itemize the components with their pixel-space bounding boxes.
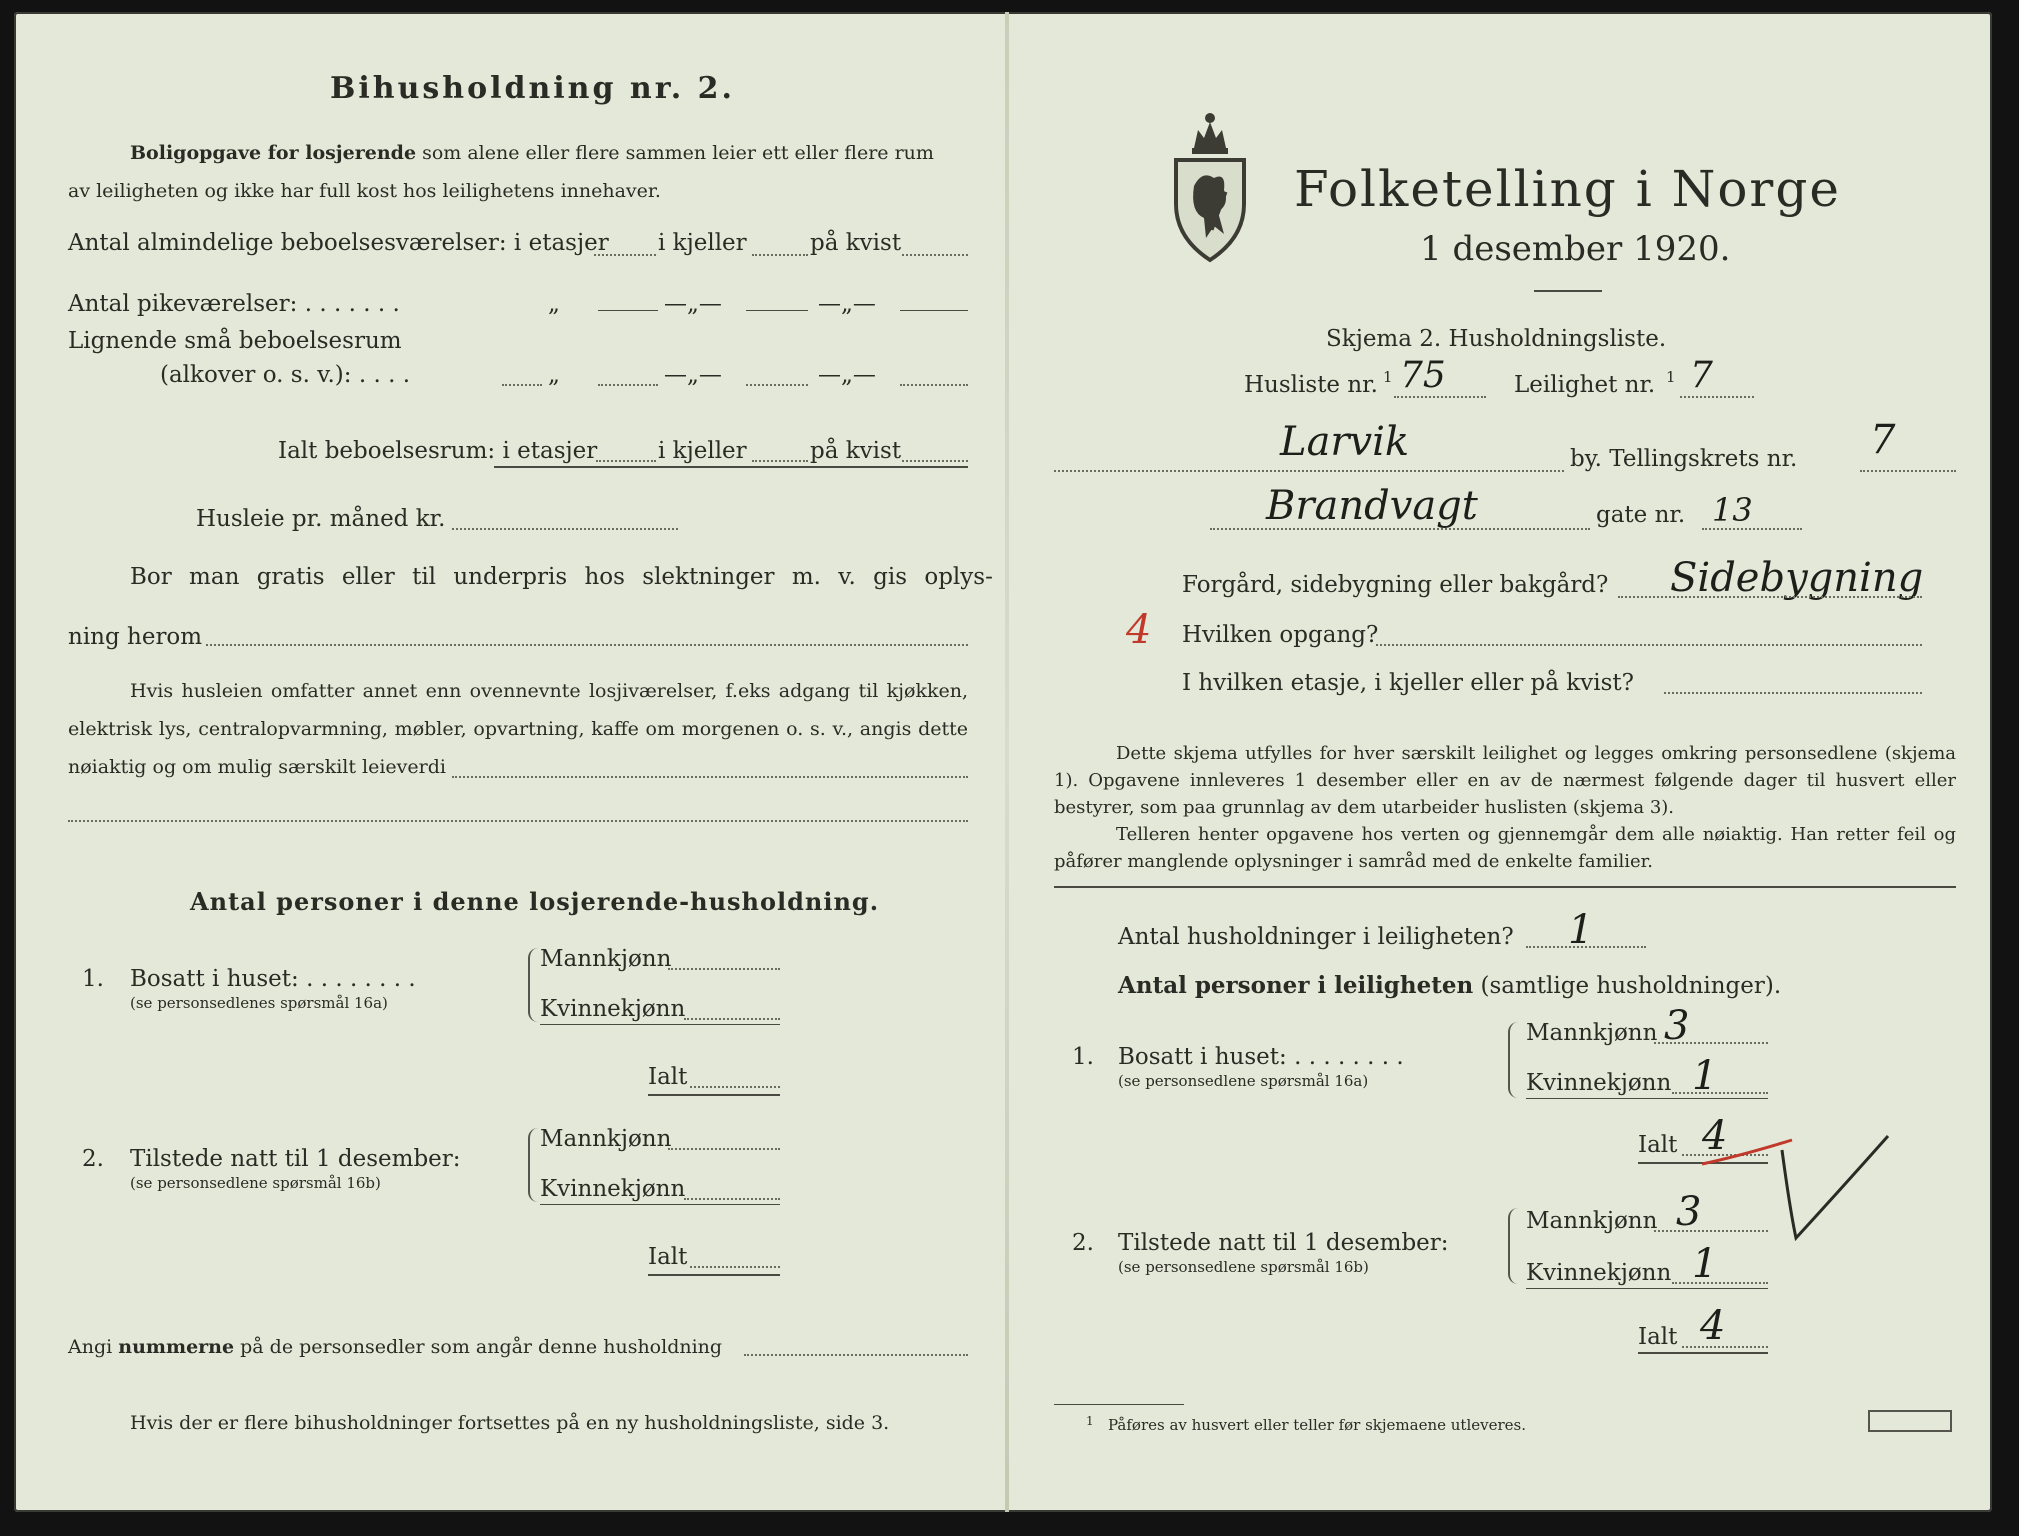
left-q1-kvinne-field[interactable]: [684, 1018, 780, 1020]
page-fold: [1005, 12, 1009, 1512]
left-q2-underline: [540, 1204, 780, 1205]
row3-label: Lignende små beboelsesrum: [68, 328, 402, 354]
left-q1-sub: (se personsedlenes spørsmål 16a): [130, 994, 388, 1012]
intro-line-1: [130, 144, 934, 163]
form-date: 1 desember 1920.: [1420, 229, 1731, 269]
forgard-value[interactable]: Sidebygning: [1670, 555, 1924, 601]
husliste-value[interactable]: 75: [1400, 355, 1446, 396]
right-q1-mann-value[interactable]: 3: [1664, 1003, 1690, 1049]
row1-kjeller: i kjeller: [658, 230, 747, 256]
hvis-husleien-paragraph: Hvis husleien omfatter annet enn ovennevnte losjiværelser, f.eks adgang til kjøkken, elektrisk lys, centralopvarmning, møbler, opvartning, kaffe om morgenen o. s. v., angis dette nøiaktig og om mulig særskilt leieverdi: [68, 680, 968, 778]
leilighet-value[interactable]: 7: [1690, 355, 1713, 396]
right-q1-kvinne-field[interactable]: [1672, 1092, 1768, 1094]
leieverdi-field[interactable]: [452, 776, 968, 778]
angi-rest: på de personsedler som angår denne husholdning: [240, 1336, 723, 1358]
left-footer: Hvis der er flere bihusholdninger fortsettes på en ny husholdningsliste, side 3.: [130, 1412, 890, 1434]
opgang-field[interactable]: [1376, 644, 1922, 646]
ialt-underline: [494, 466, 968, 468]
left-q1-ialt-label: Ialt: [648, 1064, 688, 1090]
forgard-label: Forgård, sidebygning eller bakgård?: [1182, 572, 1609, 598]
footnote-mark: 1: [1086, 1414, 1094, 1428]
right-q1-ialt-label: Ialt: [1638, 1132, 1678, 1158]
leilighet-label: Leilighet nr.: [1514, 372, 1656, 398]
right-q2-underline: [1526, 1288, 1768, 1289]
right-q2-mann-label: Mannkjønn: [1526, 1208, 1658, 1234]
left-q1-label: Bosatt i huset: . . . . . . . .: [130, 966, 416, 992]
row2-ditto-3: —„—: [818, 291, 876, 317]
left-q2-kvinne-field[interactable]: [684, 1198, 780, 1200]
left-q2-num: 2.: [82, 1146, 104, 1172]
ialt-kvist: på kvist: [810, 438, 902, 464]
right-q2-sub: (se personsedlene spørsmål 16b): [1118, 1258, 1369, 1276]
row2-ditto-2: —„—: [664, 291, 722, 317]
right-q2-ialt-label: Ialt: [1638, 1324, 1678, 1350]
row3-lead: [502, 384, 542, 386]
gate-label: gate nr.: [1596, 502, 1686, 528]
right-persons-rest: (samtlige husholdninger).: [1480, 973, 1782, 999]
krets-field[interactable]: [1860, 470, 1956, 472]
right-q1-kvinne-label: Kvinnekjønn: [1526, 1070, 1672, 1096]
left-q1-ialt-field[interactable]: [690, 1086, 780, 1088]
opgang-mark: 4: [1126, 607, 1152, 653]
right-q1-brace: [1508, 1022, 1520, 1098]
row2-label: Antal pikeværelser: . . . . . . .: [68, 291, 400, 317]
ialt-kvist-field[interactable]: [902, 460, 968, 462]
ialt-kjeller: i kjeller: [658, 438, 747, 464]
right-q1-mann-label: Mannkjønn: [1526, 1020, 1658, 1046]
husliste-field[interactable]: [1394, 396, 1486, 398]
row2-ditto-1: „: [548, 291, 560, 317]
by-value[interactable]: Larvik: [1280, 419, 1410, 465]
angi-pre: Angi: [68, 1336, 113, 1358]
intro-bold: Boligopgave for losjerende: [130, 142, 417, 164]
left-q2-ialt-label: Ialt: [648, 1244, 688, 1270]
row1-label: Antal almindelige beboelsesværelser: i etasjer: [68, 230, 609, 256]
gate-nr-value[interactable]: 13: [1712, 491, 1753, 529]
gate-field[interactable]: [1210, 528, 1590, 530]
bor-line-2: ning herom: [68, 624, 203, 650]
gate-nr-field[interactable]: [1702, 528, 1802, 530]
instructions-1: Dette skjema utfylles for hver særskilt leilighet og legges omkring personsedlene (skjema 1). Opgavene innleveres 1 desember eller en av de nærmest følgende dager til husvert eller bestyrer, som paa grunnlag av dem utarbeider huslisten (skjema 3).: [1054, 743, 1956, 818]
husliste-footnote-mark: 1: [1383, 368, 1393, 386]
right-persons-bold: Antal personer i leiligheten: [1118, 972, 1474, 999]
right-q2-ialt-field[interactable]: [1682, 1346, 1768, 1348]
right-q2-brace: [1508, 1208, 1520, 1284]
instructions-rule: [1054, 886, 1956, 888]
row1-kjeller-field[interactable]: [752, 254, 808, 256]
norwegian-coat-of-arms-icon: [1168, 108, 1252, 264]
instructions-2: Telleren henter opgavene hos verten og gjennemgår dem alle nøiaktig. Han retter feil og påfører manglende oplysninger i samråd med de enkelte familier.: [1054, 824, 1956, 872]
leilighet-field[interactable]: [1680, 396, 1754, 398]
left-q2-brace: [528, 1128, 540, 1202]
left-q1-ialt-underline: [648, 1094, 780, 1096]
left-q2-ialt-underline: [648, 1274, 780, 1276]
right-q1-kvinne-value[interactable]: 1: [1692, 1053, 1718, 1099]
by-field[interactable]: [1054, 470, 1564, 472]
right-q2-mann-value[interactable]: 3: [1676, 1189, 1702, 1235]
row3-field-3[interactable]: [900, 384, 968, 386]
row3b-label: (alkover o. s. v.): . . . .: [160, 362, 411, 388]
right-q2-num: 2.: [1072, 1230, 1094, 1256]
krets-value[interactable]: 7: [1870, 417, 1896, 463]
angi-line: [68, 1338, 722, 1357]
bor-line-1: Bor man gratis eller til underpris hos slektninger m. v. gis oplys-: [130, 564, 993, 590]
left-q1-brace: [528, 948, 540, 1022]
row2-line-1[interactable]: [598, 310, 658, 311]
husholdninger-label: Antal husholdninger i leiligheten?: [1118, 924, 1514, 950]
row2-line-2[interactable]: [746, 310, 808, 311]
check-mark-icon: [1770, 1120, 1900, 1250]
left-heading: Bihusholdning nr. 2.: [330, 71, 735, 106]
bor-field[interactable]: [206, 644, 968, 646]
right-q2-label: Tilstede natt til 1 desember:: [1118, 1230, 1449, 1256]
forgard-field[interactable]: [1618, 596, 1922, 598]
row3-ditto-2: —„—: [664, 362, 722, 388]
right-q1-underline: [1526, 1098, 1768, 1099]
left-q1-mann-label: Mannkjønn: [540, 946, 672, 972]
left-persons-heading: Antal personer i denne losjerende-husholdning.: [190, 887, 880, 916]
intro-line-2: av leiligheten og ikke har full kost hos leilighetens innehaver.: [68, 180, 661, 202]
footnote-text: Påføres av husvert eller teller før skjemaene utleveres.: [1108, 1416, 1526, 1434]
left-q1-mann-field[interactable]: [668, 968, 780, 970]
row3-ditto-3: —„—: [818, 362, 876, 388]
right-q2-ialt-value[interactable]: 4: [1700, 1303, 1726, 1349]
title-rule: [1534, 290, 1602, 292]
left-q1-underline: [540, 1024, 780, 1025]
right-q1-sub: (se personsedlene spørsmål 16a): [1118, 1072, 1369, 1090]
right-q2-kvinne-field[interactable]: [1672, 1282, 1768, 1284]
left-q2-mann-label: Mannkjønn: [540, 1126, 672, 1152]
form-title: Folketelling i Norge: [1294, 160, 1841, 218]
by-label: by. Tellingskrets nr.: [1570, 446, 1798, 472]
right-q1-mann-field[interactable]: [1654, 1042, 1768, 1044]
angi-bold: nummerne: [118, 1336, 235, 1358]
row3-field-2[interactable]: [746, 384, 808, 386]
husliste-label: Husliste nr.: [1244, 372, 1378, 398]
etasje-field[interactable]: [1664, 692, 1922, 694]
skjema-label: Skjema 2. Husholdningsliste.: [1326, 326, 1667, 352]
row1-etasjer-field[interactable]: [594, 254, 656, 256]
footnote-rule: [1054, 1404, 1184, 1405]
right-q1-label: Bosatt i huset: . . . . . . . .: [1118, 1044, 1404, 1070]
row1-kvist-field[interactable]: [902, 254, 968, 256]
row2-line-3[interactable]: [900, 310, 968, 311]
right-q2-kvinne-label: Kvinnekjønn: [1526, 1260, 1672, 1286]
husleie-label: Husleie pr. måned kr.: [196, 506, 446, 532]
leieverdi-field-2[interactable]: [68, 820, 968, 822]
leilighet-footnote-mark: 1: [1666, 368, 1676, 386]
right-q2-kvinne-value[interactable]: 1: [1692, 1241, 1718, 1287]
angi-field[interactable]: [744, 1354, 968, 1356]
row3-field-1[interactable]: [598, 384, 658, 386]
left-q2-ialt-field[interactable]: [690, 1266, 780, 1268]
husholdninger-field[interactable]: [1526, 946, 1646, 948]
left-q1-kvinne-label: Kvinnekjønn: [540, 996, 686, 1022]
opgang-label: Hvilken opgang?: [1182, 622, 1379, 648]
left-q2-sub: (se personsedlene spørsmål 16b): [130, 1174, 381, 1192]
printer-stamp: [1868, 1410, 1952, 1432]
ialt-etasjer-field[interactable]: [596, 460, 656, 462]
husholdninger-value[interactable]: 1: [1568, 907, 1594, 953]
left-q2-label: Tilstede natt til 1 desember:: [130, 1146, 461, 1172]
row3-ditto-1: „: [548, 362, 560, 388]
right-q2-mann-field[interactable]: [1654, 1230, 1768, 1232]
left-q2-kvinne-label: Kvinnekjønn: [540, 1176, 686, 1202]
left-q2-mann-field[interactable]: [668, 1148, 780, 1150]
husleie-field[interactable]: [452, 528, 678, 530]
right-q1-ialt-value[interactable]: 4: [1702, 1113, 1728, 1159]
row1-kvist: på kvist: [810, 230, 902, 256]
right-persons-line: [1118, 974, 1781, 998]
right-q2-ialt-underline: [1638, 1352, 1768, 1354]
intro-rest: som alene eller flere sammen leier ett eller flere rum: [422, 142, 934, 164]
gate-value[interactable]: Brandvagt: [1266, 483, 1478, 529]
ialt-rum-label: Ialt beboelsesrum: i etasjer: [278, 438, 598, 464]
ialt-kjeller-field[interactable]: [752, 460, 808, 462]
left-q1-num: 1.: [82, 966, 104, 992]
etasje-label: I hvilken etasje, i kjeller eller på kvist?: [1182, 670, 1634, 696]
right-q1-num: 1.: [1072, 1044, 1094, 1070]
